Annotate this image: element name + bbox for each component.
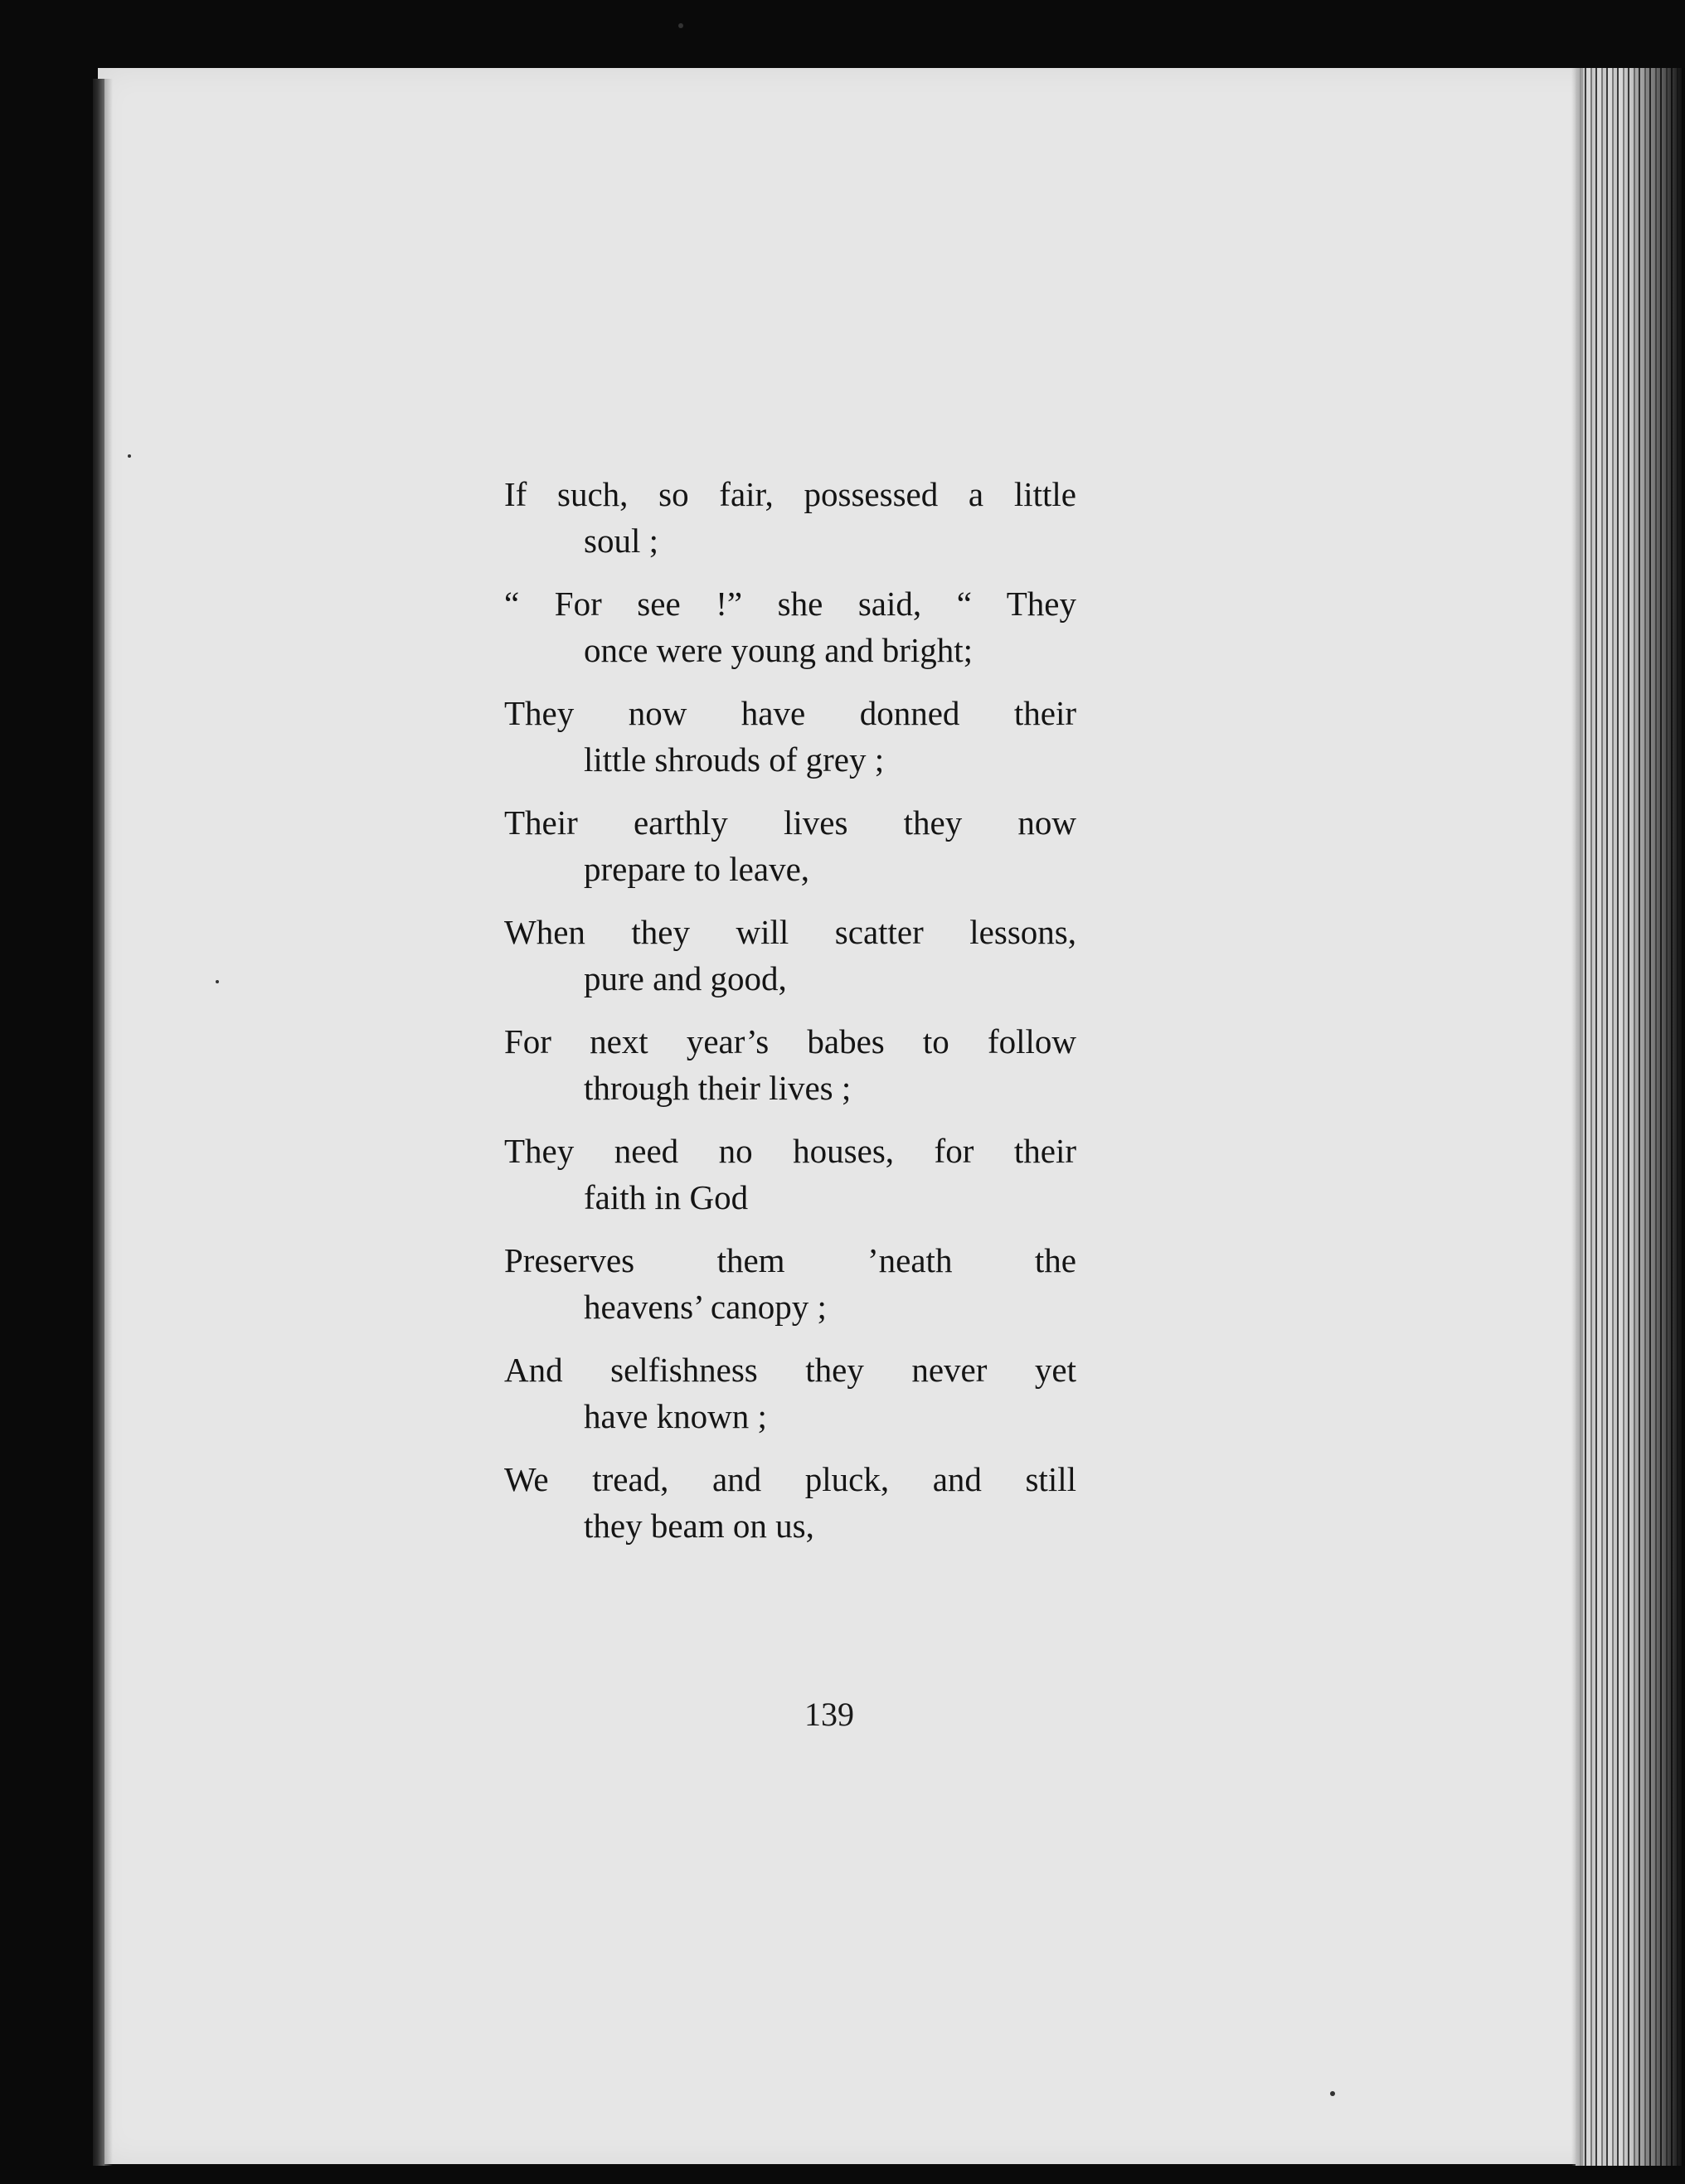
poem-line-continuation: once were young and bright; [584,631,974,669]
poem-line-continuation: little shrouds of grey ; [584,740,885,779]
poem-line-continuation: faith in God [584,1178,749,1216]
poem-line [504,580,1076,673]
poem-line-continuation: have known ; [584,1397,767,1435]
poem-line-text: And selfishness they never yet [504,1351,1076,1389]
poem-line [504,799,1076,892]
dust-speck [678,23,683,28]
poem-line [504,471,1076,564]
poem-line-continuation: prepare to leave, [584,850,810,888]
scan-bottom-border [0,2166,1685,2184]
poem-line-continuation: heavens’ canopy ; [584,1288,827,1326]
poem-line [504,1018,1076,1111]
dust-speck [128,454,131,458]
poem-line-text: We tread, and pluck, and still [504,1460,1076,1498]
poem-line-text: If such, so fair, possessed a little [504,475,1076,513]
gutter-fade [104,79,113,2168]
poem-line-continuation: through their lives ; [584,1069,852,1107]
poem-line-text: Preserves them ’neath the [504,1241,1076,1279]
poem-line-text: For next year’s babes to follow [504,1022,1076,1060]
poem-line-continuation: soul ; [584,522,658,560]
poem-text [504,471,1076,1565]
page-edge-shadow [1625,68,1685,2184]
poem-line-continuation: they beam on us, [584,1507,814,1545]
poem-line [504,1456,1076,1549]
poem-line [504,1128,1076,1221]
poem-line-continuation: pure and good, [584,959,787,997]
poem-line [504,1347,1076,1439]
poem-line [504,1237,1076,1330]
dust-speck [216,980,219,983]
dust-speck [1330,2091,1335,2096]
poem-line-text: When they will scatter lessons, [504,913,1076,951]
page-number: 139 [804,1696,854,1733]
poem-line-text: “ For see !” she said, “ They [504,585,1076,623]
poem-line-text: They need no houses, for their [504,1132,1076,1170]
poem-line [504,690,1076,783]
poem-line-text: They now have donned their [504,694,1076,732]
poem-line-text: Their earthly lives they now [504,803,1076,842]
book-gutter-shadow [93,79,104,2168]
poem-line [504,909,1076,1002]
page-edge-highlight [1571,68,1583,2184]
